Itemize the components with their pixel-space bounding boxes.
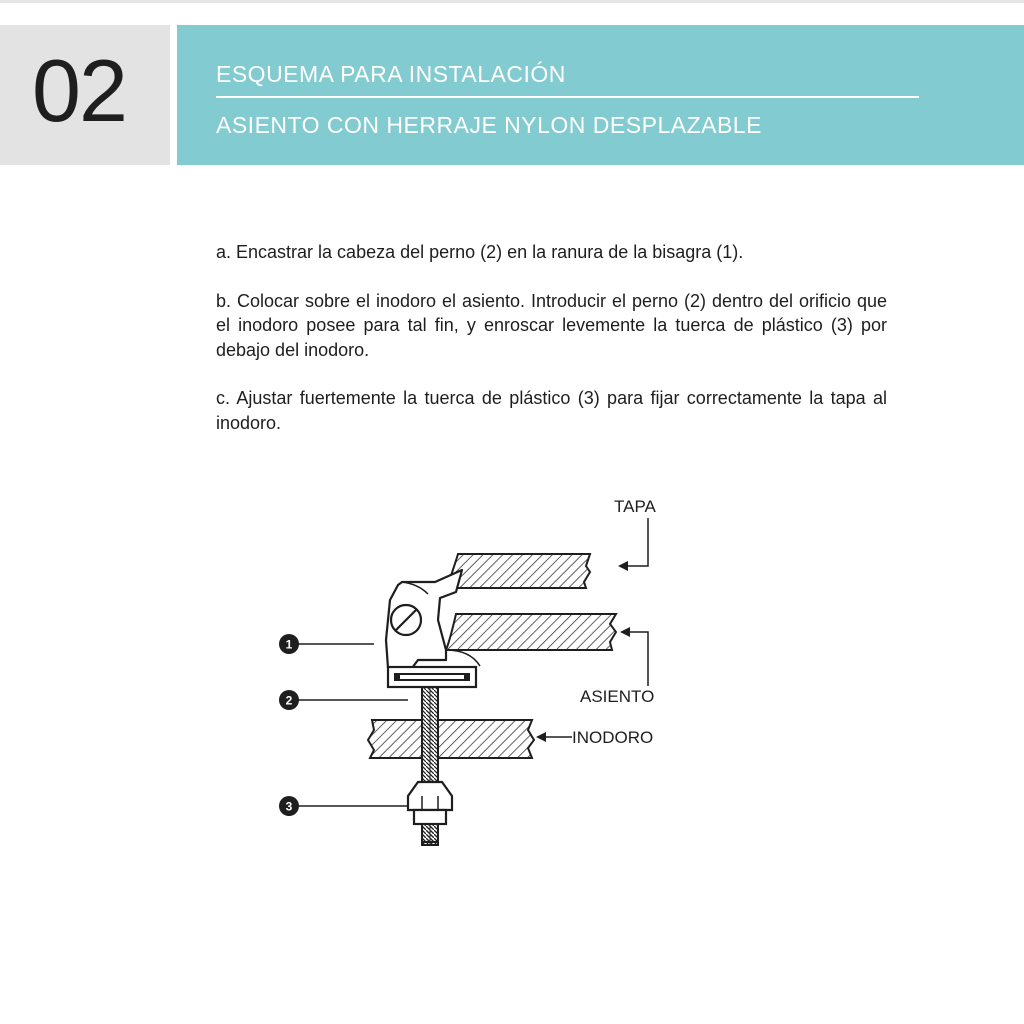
label-asiento: ASIENTO bbox=[580, 687, 655, 706]
section-number: 02 bbox=[32, 41, 126, 140]
header-rule bbox=[216, 96, 919, 98]
step-b: b. Colocar sobre el inodoro el asiento. Introducir el perno (2) dentro del orificio que el inodoro posee para tal fin, y enroscar levemente la tuerca de plástico (3) por debajo del inodoro. bbox=[216, 290, 887, 360]
header-band bbox=[177, 25, 1024, 165]
page-title: ESQUEMA PARA INSTALACIÓN bbox=[216, 61, 566, 87]
installation-diagram bbox=[270, 490, 690, 860]
label-tapa: TAPA bbox=[614, 497, 656, 516]
instructions bbox=[216, 240, 887, 459]
lid-board bbox=[446, 554, 590, 588]
marker-2-text: 2 bbox=[285, 693, 293, 708]
marker-1 bbox=[279, 634, 299, 654]
marker-3 bbox=[279, 796, 299, 816]
toilet-plate bbox=[368, 720, 534, 758]
label-inodoro: INODORO bbox=[572, 728, 654, 747]
step-c: c. Ajustar fuertemente la tuerca de plástico (3) para fijar correctamente la tapa al inodoro. bbox=[216, 388, 887, 433]
top-divider bbox=[0, 0, 1024, 3]
bolt-head-slider bbox=[388, 667, 476, 687]
marker-2 bbox=[279, 690, 299, 710]
step-a: a. Encastrar la cabeza del perno (2) en la ranura de la bisagra (1). bbox=[216, 242, 744, 262]
plastic-nut bbox=[408, 782, 452, 842]
seat-board bbox=[446, 614, 616, 650]
section-number-box bbox=[0, 25, 170, 165]
marker-3-text: 3 bbox=[285, 799, 293, 814]
page-subtitle: ASIENTO CON HERRAJE NYLON DESPLAZABLE bbox=[216, 112, 762, 138]
marker-1-text: 1 bbox=[285, 637, 293, 652]
